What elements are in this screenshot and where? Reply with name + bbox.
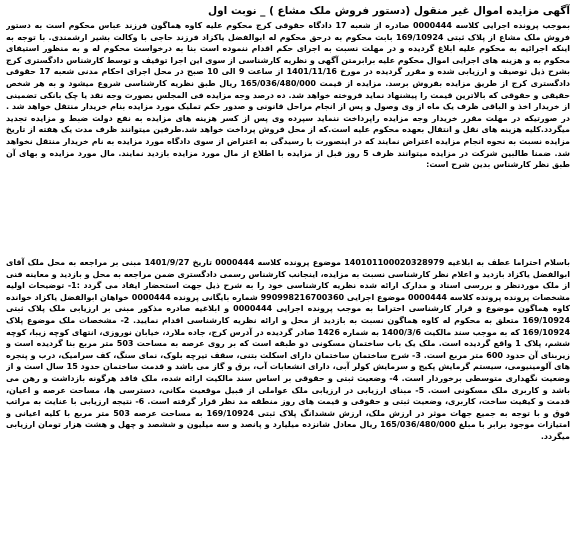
notice-paragraph-intro: بموجب پرونده اجرایی کلاسه 0000444 صادره از شعبه 17 دادگاه حقوقی کرج محکوم علیه کاوه هماگون فرزند عباس محکوم است به دستور فروش ملک مشاع از پلاک ثبتی 169/10924 بابت محکوم به درحق محکوم له ابوالفضل یاکزاد فرزند حاجی با وکالت بشیر ارشمندی. با توجه به اینکه اجرائیه به محکوم علیه ابلاغ گردیده و در مهلت نسبت به اجرای حکم اقدام ننموده است بنا به درخواست محکوم له و به منظور استیفای محکوم به و هزینه های اجرایی اموال محکوم علیه برابرمتن آگهی و نظریه کارشناسی از سوی این اجرا توقیف و توسط کارشناس دادگستری کرج بشرح ذیل توصیف و ارزیابی شده و مقرر گردیده در مورخ 1401/11/16 از ساعت 9 الی 10 صبح در محل اجرای احکام مدنی شعبه 17 حقوقی دادگستری کرج از طریق مزایده بفروش برسد. مزایده از قیمت 165/036/480/000 ریال طبق نظریه کارشناسی شروع میشود و به هر شخص حقیقی و حقوقی که بالاترین قیمت را پیشنهاد نماید فروخته خواهد شد. ده درصد وجه مزایده فی المجلس بصورت وجه نقد یا چک بانکی تضمینی از خریدار اخذ و الباقی ظرف یک ماه از وی وصول و پس از انجام مراحل قانونی و صدور حکم تملیک مورد مزایده بنام خریدار منتقل خواهد شد . در صورتیکه در مهلت مقرر خریدار وجه مزایده راپرداخت ننماید سپرده وی پس از کسر هزینه های مزایده به نفع دولت ضبط و مزایده تجدید میگردد.کلیه هزینه های نقل و انتقال بعهده محکوم علیه است.که از محل فروش پرداخت خواهد شد.طرفین میتوانند ظرف مدت یک هفته از تاریخ مزایده نسبت به نحوه انجام مزایده اعتراض نمایند که در اینصورت با رسیدگی به اعتراض از سوی دادگاه مورد مزایده به نام خریدار منتقل نخواهد شد. ضمنا طالبین شرکت در مزایده میتوانند ظرف 5 روز قبل از مزایده با اطلاع از مال مورد مزایده بازدید نمایند. مال مورد مزایده و بهای آن طبق نظر کارشناس بدین شرح است: [6,21,570,170]
notice-paragraph-expert-opinion: باسلام احتراما عطف به ابلاغیه 140101100020328979 موضوع پرونده کلاسه 0000444 تاریخ 1401/9/27 مبنی بر مراجعه به محل ملک آقای ابوالفضل یاکزاد بازدید و اعلام نظر کارشناسی نسبت به مزایده، اینجانب کارشناس رسمی دادگستری ضمن مراجعه به محل و بازدید و معاینه فنی از ملک موردنظر و بررسی اسناد و مدارک ارائه شده نظریه کارشناسی خود را به شرح ذیل جهت استحضار ایفاد می گردد :1- توضیحات اولیه مشخصات پرونده پرونده کلاسه 0000444 موضوع اجرایی 990998216700360 شماره بایگانی پرونده 0000444 خواهان ابوالفضل یاکزاد خوانده کاوه هماگون موضوع و قرار کارشناسی احتراما به موجب پرونده اجرایی 0000444 و ابلاغیه صادره مذکور مبنی بر ارزیابی ملک پلاک ثبتی 169/10924 متعلق به محکوم له کاوه هماگون نسبت به بازدید از محل و ارائه نظریه کارشناسی اقدام نمایید. 2- مشخصات ملک موضوع پلاک 169/10924 که به موجب سند مالکیت 1400/3/6 به شماره 1426 صادر گردیده در آدرس کرج، جاده ملارد، خیابان نوروزی، انتهای کوچه زیبا، کوچه ششم، پلاک 1 واقع گردیده است. ملک یک باب ساختمان مسکونی دو طبقه است که بر روی عرصه به مساحت 503 متر مربع بنا گردیده است و زیربنای آن حدود 600 متر مربع است. 3- شرح ساختمان ساختمان دارای اسکلت بتنی، سقف تیرچه بلوک، نمای سنگ، کف سرامیک، درب و پنجره های آلومینیومی، سیستم گرمایش پکیج و سرمایش کولر آبی، دارای انشعابات آب، برق و گاز می باشد و قدمت ساختمان حدود 15 سال است و از وضعیت نگهداری متوسطی برخوردار است. 4- وضعیت ثبتی و حقوقی بر اساس سند مالکیت ارائه شده، ملک فاقد هرگونه بازداشت و رهن می باشد و کاربری ملک مسکونی است. 5- مبنای ارزیابی در ارزیابی ملک عواملی از قبیل موقعیت مکانی، دسترسی ها، مساحت عرصه و اعیان، قدمت و کیفیت ساخت، کاربری، وضعیت ثبتی و حقوقی و قیمت های روز منطقه مد نظر قرار گرفته است. 6- نتیجه ارزیابی با عنایت به مراتب فوق و با توجه به جمیع جهات موثر در ارزش ملک، ارزش ششدانگ پلاک ثبتی 169/10924 به مساحت عرصه 503 متر مربع با کلیه اعیانی و امتیازات موجود برابر با مبلغ 165/036/480/000 ریال معادل شانزده میلیارد و پانصد و سه میلیون و ششصد و چهل و هشت هزار تومان ارزیابی میگردد. [6,258,570,441]
notice-title: آگهی مزایده اموال غیر منقول (دستور فروش ملک مشاع ) _ نوبت اول [208,5,570,17]
